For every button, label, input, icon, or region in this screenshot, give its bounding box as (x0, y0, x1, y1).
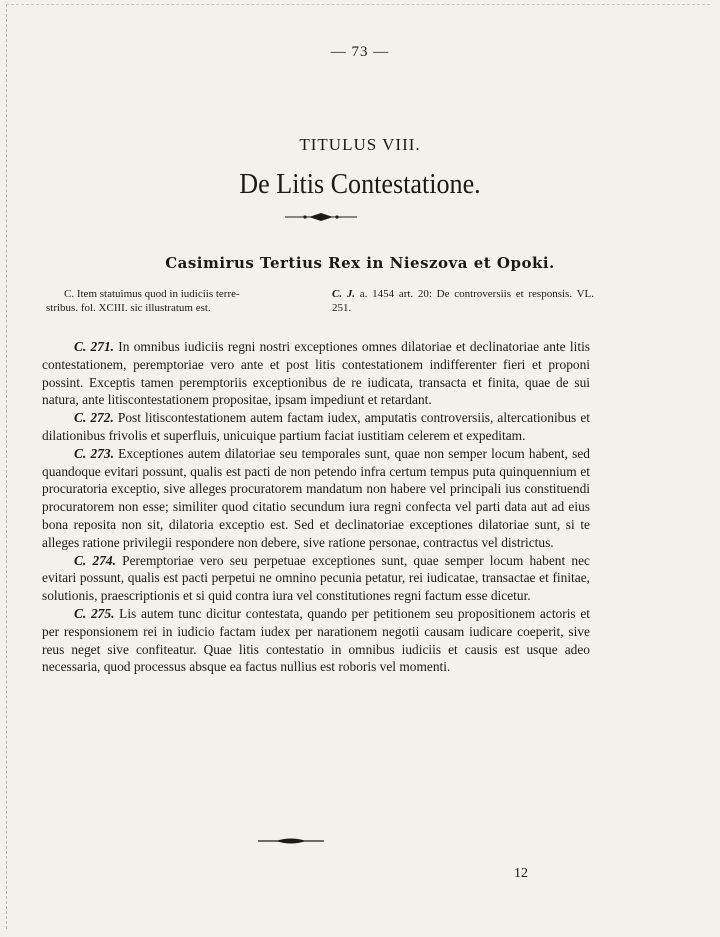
paragraph-text: In omnibus iudiciis regni nostri exceptiones omnes dilatoriae et declinatoriae ante litis contestationem, peremptoriae vero ante et post litis contestationem indifferenter fieri et proponi possint. Exceptis tamen peremptoriis exceptionibus de re iudicata, transacta et finita, quae de sui natura, ante litiscontestationem propositae, ipsam impediunt et retardant. (42, 339, 590, 408)
page-number: — 73 — (330, 44, 390, 60)
reference-right-text: a. 1454 art. 20: De controversiis et responsis. VL. 251. (332, 288, 595, 314)
reference-left (46, 287, 302, 315)
reference-left-line: stribus. fol. XCIII. sic illustratum est. (46, 302, 211, 314)
paragraph-text: Exceptiones autem dilatoriae seu temporales sunt, quae non semper locum habent, sed quandoque evitari possunt, qualis est pacti de non petendo infra certum tempus puta quinquennium et procuratoria exceptio, sive alleges procuratorem mandatum non habere vel principali ius constituendi procuratorem non esse; similiter quod citatio secundum iura regni confecta vel parti data aut ad eius bona reposita non sit, dilatoria exceptio est. Sed et declinatoriae exceptiones dilatoriae sunt, si te alleges ratione privilegii respondere non debere, sive ratione personae, contractus vel districtus. (42, 445, 590, 550)
reference-left-line: C. Item statuimus quod in iudiciis terre- (64, 288, 240, 300)
main-text (42, 338, 590, 676)
paragraph (42, 409, 590, 445)
signature-mark: 12 (514, 866, 528, 881)
paragraph-text: Post litiscontestationem autem factam iudex, amputatis controversiis, altercationibus et dilationibus frivolis et superfluis, unicuique partium faciat iustitiam celerem et expeditam. (42, 410, 591, 443)
paragraph-text: Peremptoriae vero seu perpetuae exceptiones sunt, quae semper locum habent nec evitari possunt, qualis est pacti perpetui ne omnino pecunia petatur, rei iudicatae, transactae et finitae, solutionis, praescriptionis et si quid contra iura vel constitutiones regni factum esse dicetur. (42, 552, 590, 604)
paragraph-text: Lis autem tunc dicitur contestata, quando per petitionem seu propositionem actoris et per responsionem rei in iudicio factam iudex per narationem negotii causam iudicare coeperit, sive reus neget sive confiteatur. Quae litis contestatio in omnibus iudiciis et causis est usque adeo necessaria, quod processus absque ea factus nullius est roboris vel momenti. (42, 605, 590, 675)
reference-siglum: C. J. (332, 288, 356, 300)
clause-number: C. 272. (74, 410, 114, 426)
clause-number: C. 273. (74, 445, 114, 461)
ornament-end (258, 836, 324, 846)
page-title: De Litis Contestatione. (239, 168, 481, 200)
section-subtitle: Casimirus Tertius Rex in Nieszova et Opoki. (165, 254, 555, 272)
clause-number: C. 275. (74, 605, 115, 621)
paragraph (42, 552, 590, 605)
ornament-divider (285, 211, 357, 223)
paragraph (42, 445, 590, 552)
paragraph (42, 338, 590, 409)
clause-number: C. 271. (74, 339, 114, 354)
clause-number: C. 274. (74, 552, 116, 568)
section-heading: TITULUS VIII. (299, 135, 421, 154)
paragraph (42, 605, 590, 676)
reference-right (332, 287, 594, 315)
